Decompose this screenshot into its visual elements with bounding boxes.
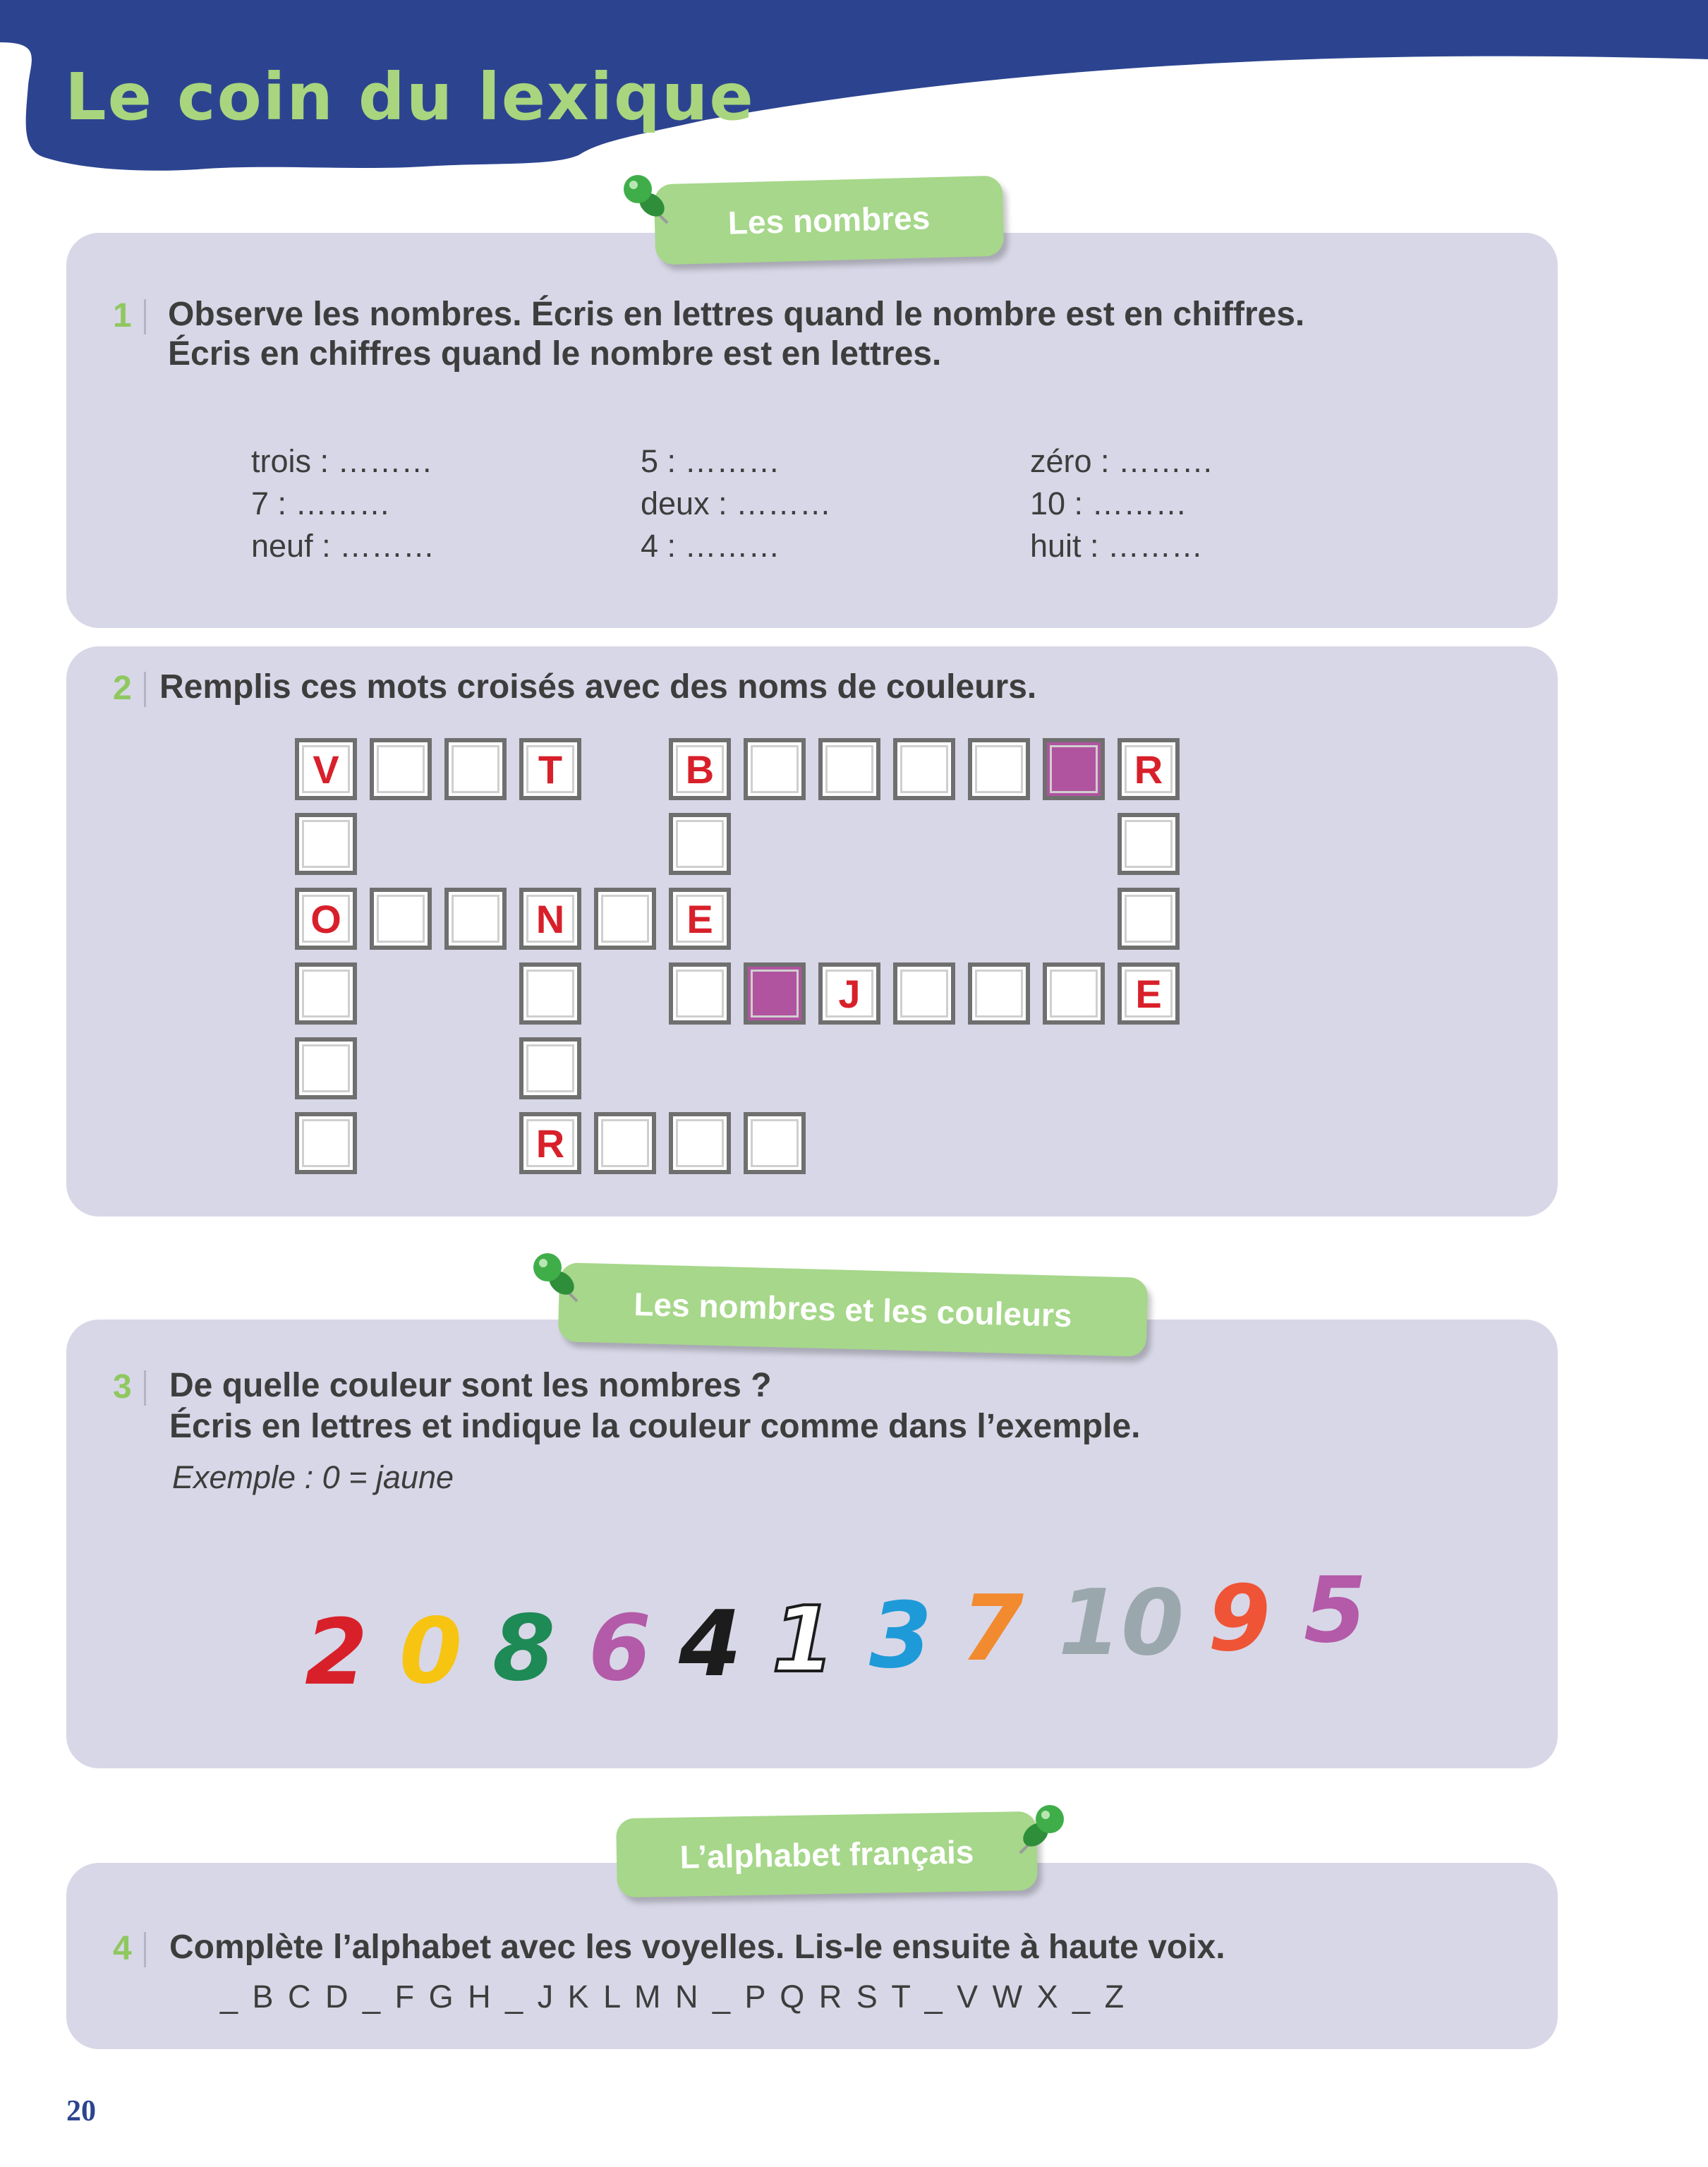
question-number-4: 4 — [113, 1930, 132, 1967]
colored-number: 0 — [399, 1599, 463, 1704]
alphabet-line: _ B C D _ F G H _ J K L M N _ P Q R S T _ V W X _ Z — [220, 1979, 1127, 2015]
crossword-cell[interactable] — [744, 738, 806, 800]
instruction-4: Complète l’alphabet avec les voyelles. Lis-le ensuite à haute voix. — [169, 1928, 1225, 1966]
crossword-letter: E — [1135, 971, 1162, 1016]
instruction-1-line2: Écris en chiffres quand le nombre est en lettres. — [168, 335, 942, 373]
instruction-3-line1: De quelle couleur sont les nombres ? — [169, 1367, 772, 1404]
crossword-cell[interactable] — [370, 738, 432, 800]
colored-number: 10 — [1058, 1571, 1185, 1676]
number-item: 10 : ……… — [1030, 485, 1187, 521]
crossword-cell[interactable] — [818, 962, 880, 1025]
number-item: trois : ……… — [251, 443, 433, 479]
section-tag-nombres: Les nombres — [654, 176, 1005, 265]
example-text: Exemple : 0 = jaune — [172, 1459, 454, 1495]
crossword-cell[interactable] — [519, 888, 581, 950]
colored-number: 4 — [679, 1592, 742, 1697]
number-item: 4 : ……… — [641, 528, 780, 564]
crossword-letter: B — [685, 747, 715, 792]
crossword-cell[interactable] — [669, 813, 731, 875]
colored-number: 2 — [305, 1600, 368, 1706]
crossword-cell[interactable] — [295, 1037, 357, 1099]
crossword-letter: R — [535, 1121, 565, 1166]
crossword-cell[interactable] — [744, 962, 806, 1025]
section-tag-nombres-couleurs: Les nombres et les couleurs — [558, 1262, 1149, 1357]
crossword-cell[interactable] — [818, 738, 880, 800]
instruction-3-line2: Écris en lettres et indique la couleur comme dans l’exemple. — [169, 1408, 1141, 1445]
crossword-cell[interactable] — [295, 738, 357, 800]
page-number: 20 — [66, 2095, 96, 2127]
crossword-cell[interactable] — [295, 962, 357, 1025]
crossword-letter: O — [310, 896, 341, 941]
crossword-cell[interactable] — [1043, 738, 1105, 800]
crossword-cell[interactable] — [669, 1112, 731, 1174]
crossword-cell[interactable] — [295, 888, 357, 950]
page-title: Le coin du lexique — [65, 59, 755, 135]
crossword-cell[interactable] — [669, 738, 731, 800]
crossword-cell[interactable] — [519, 738, 581, 800]
crossword-cell[interactable] — [968, 962, 1030, 1025]
colored-number: 7 — [961, 1576, 1024, 1682]
crossword-cell[interactable] — [893, 738, 955, 800]
instruction-2: Remplis ces mots croisés avec des noms de couleurs. — [159, 668, 1037, 706]
pushpin-icon — [618, 172, 682, 236]
exercise-panel-1 — [66, 233, 1558, 628]
crossword-cell[interactable] — [444, 738, 507, 800]
question-divider — [144, 1370, 146, 1406]
question-number-1: 1 — [113, 297, 132, 334]
crossword-letter: E — [686, 896, 713, 941]
number-item: huit : ……… — [1030, 528, 1204, 564]
crossword-cell[interactable] — [594, 888, 656, 950]
question-divider — [144, 672, 146, 707]
crossword-letter: J — [838, 971, 861, 1016]
crossword-cell[interactable] — [295, 813, 357, 875]
crossword-cell[interactable] — [1118, 738, 1180, 800]
section-tag-alphabet: L’alphabet français — [616, 1811, 1038, 1897]
pushpin-icon — [528, 1250, 591, 1314]
crossword-cell[interactable] — [744, 1112, 806, 1174]
question-divider — [144, 1932, 146, 1967]
crossword-cell[interactable] — [519, 1112, 581, 1174]
colored-number: 3 — [869, 1583, 933, 1689]
number-item: 7 : ……… — [251, 485, 391, 521]
crossword-cell[interactable] — [370, 888, 432, 950]
crossword-cell[interactable] — [1118, 813, 1180, 875]
number-item: zéro : ……… — [1030, 443, 1214, 479]
crossword-cell[interactable] — [669, 962, 731, 1025]
colored-number: 9 — [1208, 1567, 1271, 1672]
colored-number: 8 — [492, 1596, 556, 1701]
crossword-cell[interactable] — [519, 1037, 581, 1099]
crossword-letter: V — [313, 747, 339, 792]
colored-number: 6 — [588, 1596, 652, 1701]
crossword-cell[interactable] — [519, 962, 581, 1025]
number-item: deux : ……… — [641, 485, 832, 521]
crossword-cell[interactable] — [968, 738, 1030, 800]
crossword-letter: T — [538, 747, 563, 792]
pushpin-icon — [1006, 1802, 1070, 1866]
crossword-cell[interactable] — [669, 888, 731, 950]
instruction-1-line1: Observe les nombres. Écris en lettres quand le nombre est en chiffres. — [168, 296, 1305, 333]
crossword-cell[interactable] — [1118, 888, 1180, 950]
crossword-cell[interactable] — [295, 1112, 357, 1174]
crossword-letter: N — [535, 896, 565, 941]
question-number-2: 2 — [113, 670, 132, 707]
crossword-letter: R — [1134, 747, 1163, 792]
colored-number: 1 — [772, 1588, 835, 1693]
question-divider — [144, 299, 146, 334]
crossword-cell[interactable] — [1043, 962, 1105, 1025]
number-item: 5 : ……… — [641, 443, 780, 479]
crossword-cell[interactable] — [444, 888, 507, 950]
question-number-3: 3 — [113, 1368, 132, 1406]
exercise-panel-2 — [66, 646, 1558, 1217]
crossword-cell[interactable] — [893, 962, 955, 1025]
colored-number: 5 — [1304, 1558, 1367, 1663]
crossword-cell[interactable] — [1118, 962, 1180, 1025]
number-item: neuf : ……… — [251, 528, 435, 564]
crossword-cell[interactable] — [594, 1112, 656, 1174]
